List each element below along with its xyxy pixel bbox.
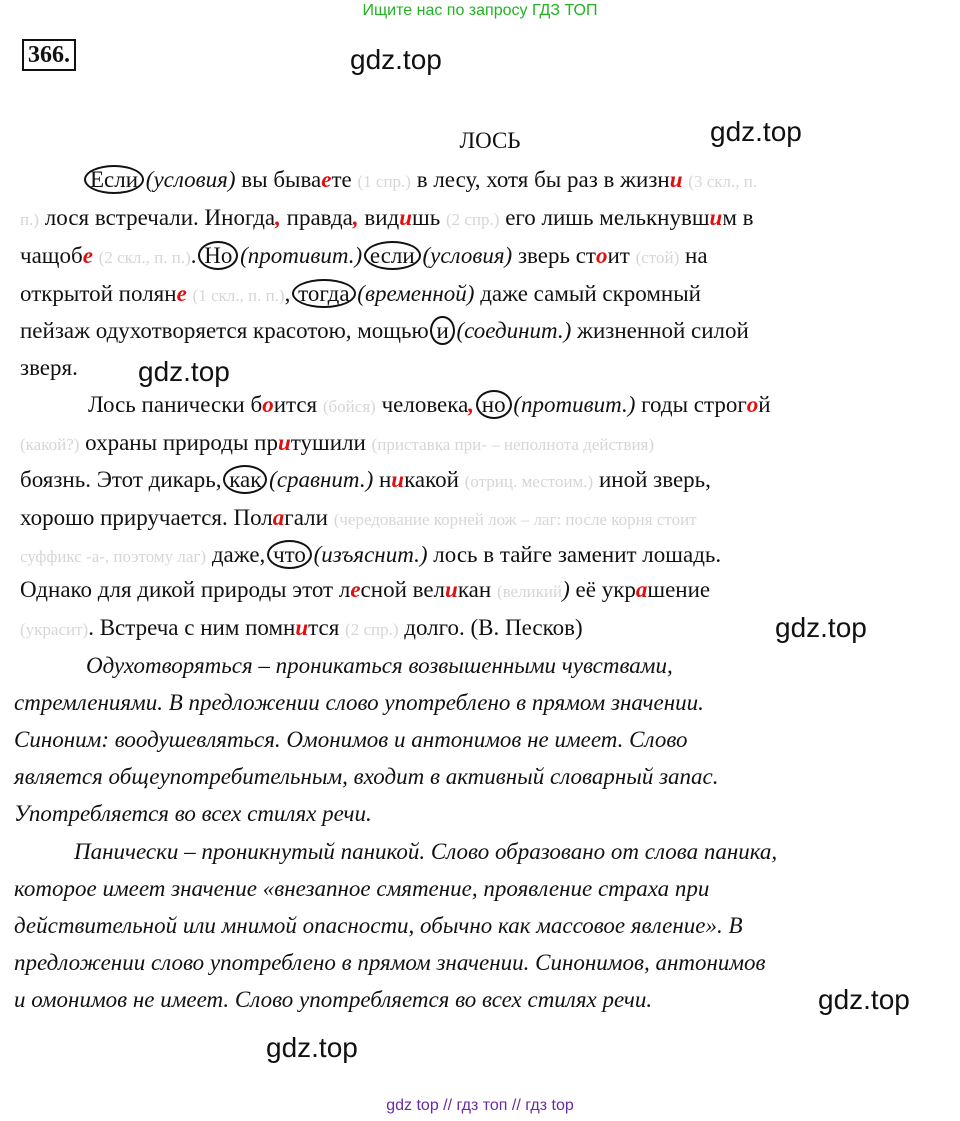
text-line: открытой поляне (1 скл., п. п.), тогда (временной) даже самый скромный: [20, 281, 701, 306]
text-line: (какой?) охраны природы притушили (приставка при- – неполнота действия): [20, 430, 655, 455]
text-line: Однако для дикой природы этот лесной великан (великий) её украшение: [20, 577, 711, 602]
text-line: хорошо приручается. Полагали (чередование корней лож – лаг: после корня стоит: [20, 505, 697, 530]
commentary-line: действительной или мнимой опасности, обычно как массовое явление». В: [14, 913, 743, 938]
commentary-line: Панически – проникнутый паникой. Слово образовано от слова паника,: [74, 839, 778, 864]
commentary-line: Синоним: воодушевляться. Омонимов и антонимов не имеет. Слово: [14, 727, 688, 752]
footer-link[interactable]: гдз top: [525, 1097, 574, 1114]
watermark: gdz.top: [818, 984, 910, 1015]
watermark: gdz.top: [710, 116, 802, 147]
commentary-line: Употребляется во всех стилях речи.: [14, 801, 372, 826]
text-line: чащобе (2 скл., п. п.). Но (противит.) если (условия) зверь стоит (стой) на: [20, 243, 708, 268]
text-line: Если (условия) вы бываете (1 спр.) в лесу, хотя бы раз в жизни (3 скл., п.: [88, 165, 757, 197]
footer-link[interactable]: gdz top: [386, 1097, 439, 1114]
footer-separator: //: [443, 1097, 453, 1114]
task-number: 366.: [22, 39, 76, 71]
watermark: gdz.top: [775, 612, 867, 643]
text-line: зверя.: [20, 355, 78, 380]
commentary-line: является общеупотребительным, входит в активный словарный запас.: [14, 764, 719, 789]
watermark: gdz.top: [266, 1032, 358, 1063]
text-line: боязнь. Этот дикарь, как (сравнит.) никакой (отриц. местоим.) иной зверь,: [20, 467, 711, 492]
commentary-line: стремлениями. В предложении слово употреблено в прямом значении.: [14, 690, 704, 715]
search-hint-link[interactable]: Ищите нас по запросу ГДЗ ТОП: [362, 2, 598, 19]
watermark: gdz.top: [350, 44, 442, 75]
watermark: gdz.top: [138, 356, 230, 387]
commentary-line: которое имеет значение «внезапное смятение, проявление страха при: [14, 876, 710, 901]
text-line: п.) лося встречали. Иногда, правда, видишь (2 спр.) его лишь мелькнувшим в: [20, 205, 754, 230]
commentary-line: Одухотворяться – проникаться возвышенными чувствами,: [86, 653, 673, 678]
text-title: ЛОСЬ: [459, 128, 521, 153]
text-line: (украсит). Встреча с ним помнится (2 спр.) долго. (В. Песков): [20, 615, 583, 640]
commentary-line: и омонимов не имеет. Слово употребляется во всех стилях речи.: [14, 987, 653, 1012]
text-line: пейзаж одухотворяется красотою, мощью и (соединит.) жизненной силой: [20, 318, 749, 343]
commentary-line: предложении слово употреблено в прямом значении. Синонимов, антонимов: [14, 950, 766, 975]
footer-links: [0, 1097, 960, 1115]
text-line: суффикс -а-, поэтому лаг) даже, что (изъяснит.) лось в тайге заменит лошадь.: [20, 542, 722, 567]
text-line: Лось панически боится (бойся) человека, но (противит.) годы строгой: [88, 392, 771, 417]
footer-link[interactable]: гдз топ: [456, 1097, 508, 1114]
footer-separator: //: [511, 1097, 521, 1114]
